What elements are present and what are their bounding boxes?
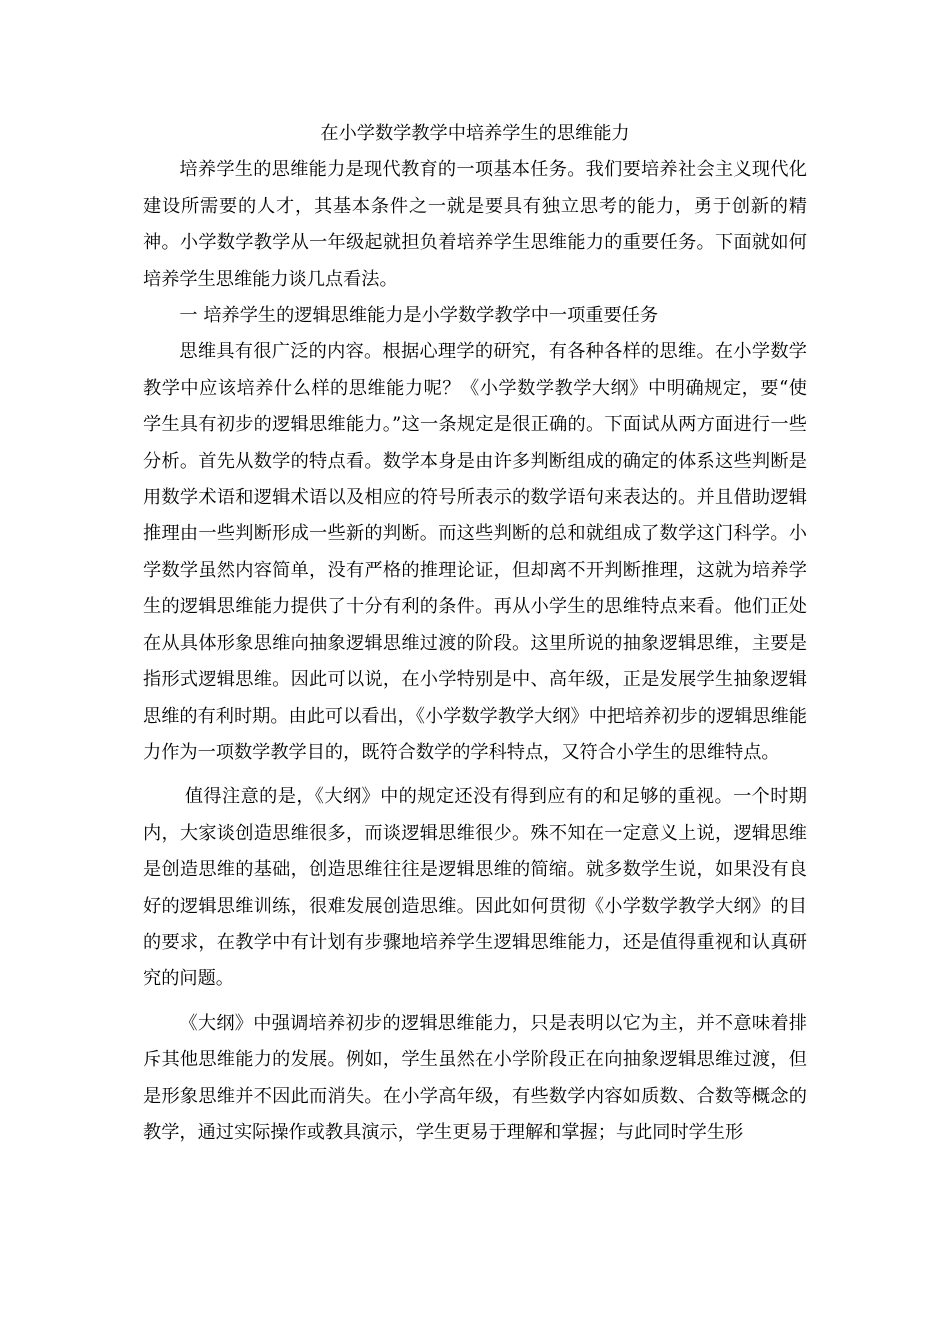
- paragraph-intro: 培养学生的思维能力是现代教育的一项基本任务。我们要培养社会主义现代化建设所需要的人才，其基本条件之一就是要具有独立思考的能力，勇于创新的精神。小学数学教学从一年级起就担负着培养学生思维能力的重要任务。下面就如何培养学生思维能力谈几点看法。: [143, 159, 807, 290]
- paragraph-syllabus-emphasis: 《大纲》中强调培养初步的逻辑思维能力，只是表明以它为主，并不意味着排斥其他思维能力的发展。例如，学生虽然在小学阶段正在向抽象逻辑思维过渡，但是形象思维并不因此而消失。在小学高年级，有些数学内容如质数、合数等概念的教学，通过实际操作或教具演示，学生更易于理解和掌握；与此同时学生形: [143, 1012, 807, 1143]
- section-heading-1: 一 培养学生的逻辑思维能力是小学数学教学中一项重要任务: [179, 305, 659, 327]
- paragraph-thinking-content: 思维具有很广泛的内容。根据心理学的研究，有各种各样的思维。在小学数学教学中应该培养什么样的思维能力呢？《小学数学教学大纲》中明确规定，要“使学生具有初步的逻辑思维能力。”这一条规定是很正确的。下面试从两方面进行一些分析。首先从数学的特点看。数学本身是由许多判断组成的确定的体系这些判断是用数学术语和逻辑术语以及相应的符号所表示的数学语句来表达的。并且借助逻辑推理由一些判断形成一些新的判断。而这些判断的总和就组成了数学这门科学。小学数学虽然内容简单，没有严格的推理论证，但却离不开判断推理，这就为培养学生的逻辑思维能力提供了十分有利的条件。再从小学生的思维特点来看。他们正处在从具体形象思维向抽象逻辑思维过渡的阶段。这里所说的抽象逻辑思维，主要是指形式逻辑思维。因此可以说，在小学特别是中、高年级，正是发展学生抽象逻辑思维的有利时期。由此可以看出，《小学数学教学大纲》中把培养初步的逻辑思维能力作为一项数学教学目的，既符合数学的学科特点，又符合小学生的思维特点。: [143, 341, 807, 763]
- document-title: 在小学数学教学中培养学生的思维能力: [320, 123, 630, 144]
- paragraph-attention: 值得注意的是，《大纲》中的规定还没有得到应有的和足够的重视。一个时期内，大家谈创造思维很多，而谈逻辑思维很少。殊不知在一定意义上说，逻辑思维是创造思维的基础，创造思维往往是逻辑思维的简缩。就多数学生说，如果没有良好的逻辑思维训练，很难发展创造思维。因此如何贯彻《小学数学教学大纲》的目的要求，在教学中有计划有步骤地培养学生逻辑思维能力，还是值得重视和认真研究的问题。: [143, 786, 807, 990]
- document-body: [143, 116, 807, 1151]
